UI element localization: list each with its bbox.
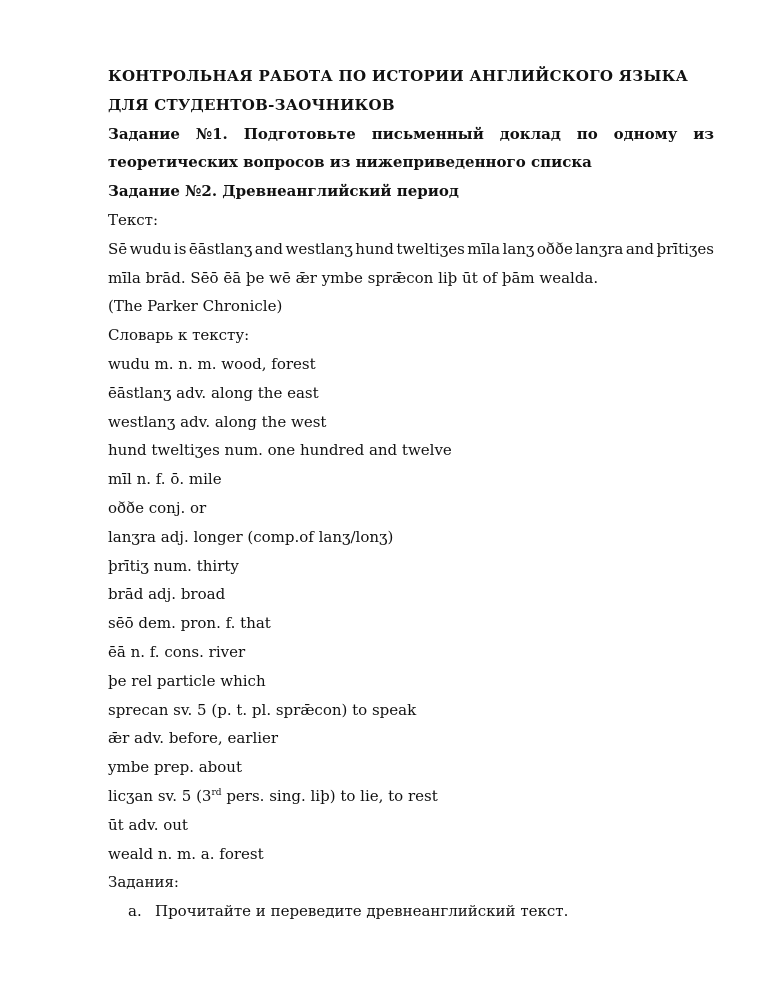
task1-word: письменный (371, 124, 484, 143)
text-word: tweltiʒes (396, 239, 465, 258)
glossary-label: Словарь к тексту: (108, 326, 250, 345)
task1-word: №1. (195, 124, 228, 143)
text-word: oððe (536, 239, 573, 258)
glossary-entry: ymbe prep. about (108, 758, 242, 777)
task1-word: Подготовьте (243, 124, 356, 143)
text-word: lanʒ (502, 239, 535, 258)
old-english-text-line-2: mīla brād. Sēō ēā þe wē ǣr ymbe sprǣcon liþ ūt of þām wealda. (108, 268, 599, 287)
text-word: wudu (129, 239, 172, 258)
glossary-entry: ūt adv. out (108, 815, 188, 834)
document-title-line-1: КОНТРОЛЬНАЯ РАБОТА ПО ИСТОРИИ АНГЛИЙСКОГО ЯЗЫКА (108, 67, 689, 85)
text-word: westlanʒ (285, 239, 353, 258)
glossary-entry: wudu m. n. m. wood, forest (108, 354, 316, 373)
text-word: and (254, 239, 283, 258)
glossary-entry: ǣr adv. before, earlier (108, 729, 279, 748)
glossary-entry: ēāstlanʒ adv. along the east (108, 383, 319, 402)
task-list-marker: a. (128, 902, 142, 921)
task1-word: из (693, 124, 714, 143)
glossary-entry-lican (108, 782, 714, 811)
glossary-entry: hund tweltiʒes num. one hundred and twelve (108, 441, 452, 460)
old-english-text-line-1 (108, 235, 714, 264)
text-word: mīla (467, 239, 501, 258)
task-list-text: Прочитайте и переведите древнеанглийский текст. (155, 902, 569, 921)
glossary-entry: lanʒra adj. longer (comp.of lanʒ/lonʒ) (108, 527, 394, 546)
task1-heading-line-2: теоретических вопросов из нижеприведенного списка (108, 153, 592, 172)
task2-heading: Задание №2. Древнеанглийский период (108, 182, 459, 201)
tasks-label: Задания: (108, 873, 179, 892)
text-word: is (173, 239, 187, 258)
document-title-line-2: ДЛЯ СТУДЕНТОВ-ЗАОЧНИКОВ (108, 95, 395, 114)
glossary-entry: þe rel particle which (108, 671, 266, 690)
task-list-item (108, 897, 714, 926)
document-page (108, 62, 714, 926)
glossary-entry: mīl n. f. ō. mile (108, 470, 222, 489)
superscript-ordinal: rd (211, 787, 222, 798)
text-word: lanʒra (575, 239, 624, 258)
task1-word: Задание (108, 124, 180, 143)
glossary-entry-lican-start: licʒan sv. 5 (3 (108, 786, 212, 805)
glossary-entry: weald n. m. a. forest (108, 844, 264, 863)
text-source: (The Parker Chronicle) (108, 297, 283, 316)
glossary-entry: ēā n. f. cons. river (108, 642, 246, 661)
task1-heading (108, 120, 714, 149)
text-word: hund (355, 239, 394, 258)
task1-word: доклад (499, 124, 561, 143)
glossary-entry-lican-end: pers. sing. liþ) to lie, to rest (221, 786, 438, 805)
task1-word: по (576, 124, 598, 143)
text-word: ēāstlanʒ (188, 239, 253, 258)
glossary-entry: sprecan sv. 5 (p. t. pl. sprǣcon) to speak (108, 700, 417, 719)
glossary-entry: sēō dem. pron. f. that (108, 614, 271, 633)
text-label: Текст: (108, 210, 159, 229)
text-word: þrītiʒes (656, 239, 714, 258)
task1-word: одному (613, 124, 678, 143)
text-word: Sē (108, 239, 128, 258)
glossary-entry: westlanʒ adv. along the west (108, 412, 327, 431)
glossary-entry: brād adj. broad (108, 585, 226, 604)
text-word: and (625, 239, 655, 258)
glossary-entry: þrītiʒ num. thirty (108, 556, 239, 575)
glossary-entry: oððe conj. or (108, 498, 207, 517)
